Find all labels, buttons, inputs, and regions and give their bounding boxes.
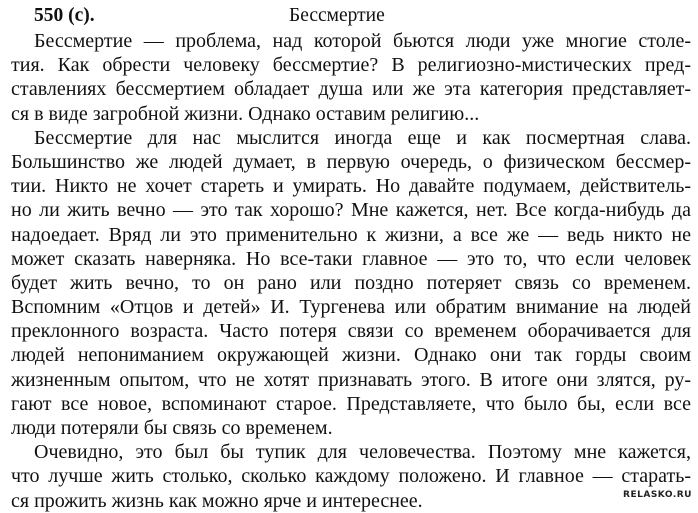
exercise-number: 550 (с). [34,5,95,26]
text-line: но ли жить вечно — это так хорошо? Мне кажется, нет. Все когда-нибудь да [11,199,691,222]
text-line: люди потеряли бы связь со временем. [11,417,333,439]
paragraph [11,126,691,440]
text-line: Бессмертие для нас мыслится иногда еще и как посмертная слава. [34,126,691,149]
paragraph [11,440,691,513]
essay-text [11,29,691,513]
exercise-header [34,4,684,28]
paragraph [11,29,691,126]
watermark: RELASKO.RU [623,490,692,500]
text-line: тия. Как обрести человеку бессмертие? В религиозно-мистических пред- [11,54,691,77]
text-line: ставлениях бессмертием обладает душа или же эта категория представляет- [11,78,691,101]
text-line: жизненным опытом, что не хотят признавать этого. В итоге они злятся, ру- [11,368,691,391]
text-line: что лучше жить столько, сколько каждому положено. И главное — старать- [11,465,691,488]
text-line: Большинство же людей думает, в первую очередь, о физическом бессмер- [11,150,691,173]
text-line: Бессмертие — проблема, над которой бьются люди уже многие столе- [34,30,691,52]
text-line: надоедает. Вряд ли это применительно к жизни, а все же — ведь никто не [11,223,691,246]
text-line: преклонного возраста. Часто потеря связи со временем оборачивается для [11,320,691,343]
text-line: может сказать наверняка. Но все-таки главное — это то, что если человек [11,247,691,270]
text-line: будет жить вечно, то он рано или поздно потеряет связь со временем. [11,271,691,294]
text-line: ся прожить жизнь как можно ярче и интереснее. [11,489,423,512]
text-line: людей непониманием окружающей жизни. Однако они так горды своим [11,344,691,367]
text-line: Вспомним «Отцов и детей» И. Тургенева или обратим внимание на людей [11,296,691,319]
text-line: Очевидно, это был бы тупик для человечества. Поэтому мне кажется, [34,441,691,464]
text-line: гают все новое, вспоминают старое. Представляете, что было бы, если все [11,392,691,415]
text-line: тии. Никто не хочет стареть и умирать. Но давайте подумаем, действитель- [11,175,691,198]
text-line: ся в виде загробной жизни. Однако оставим религию... [11,102,480,125]
exercise-title: Бессмертие [289,5,385,26]
